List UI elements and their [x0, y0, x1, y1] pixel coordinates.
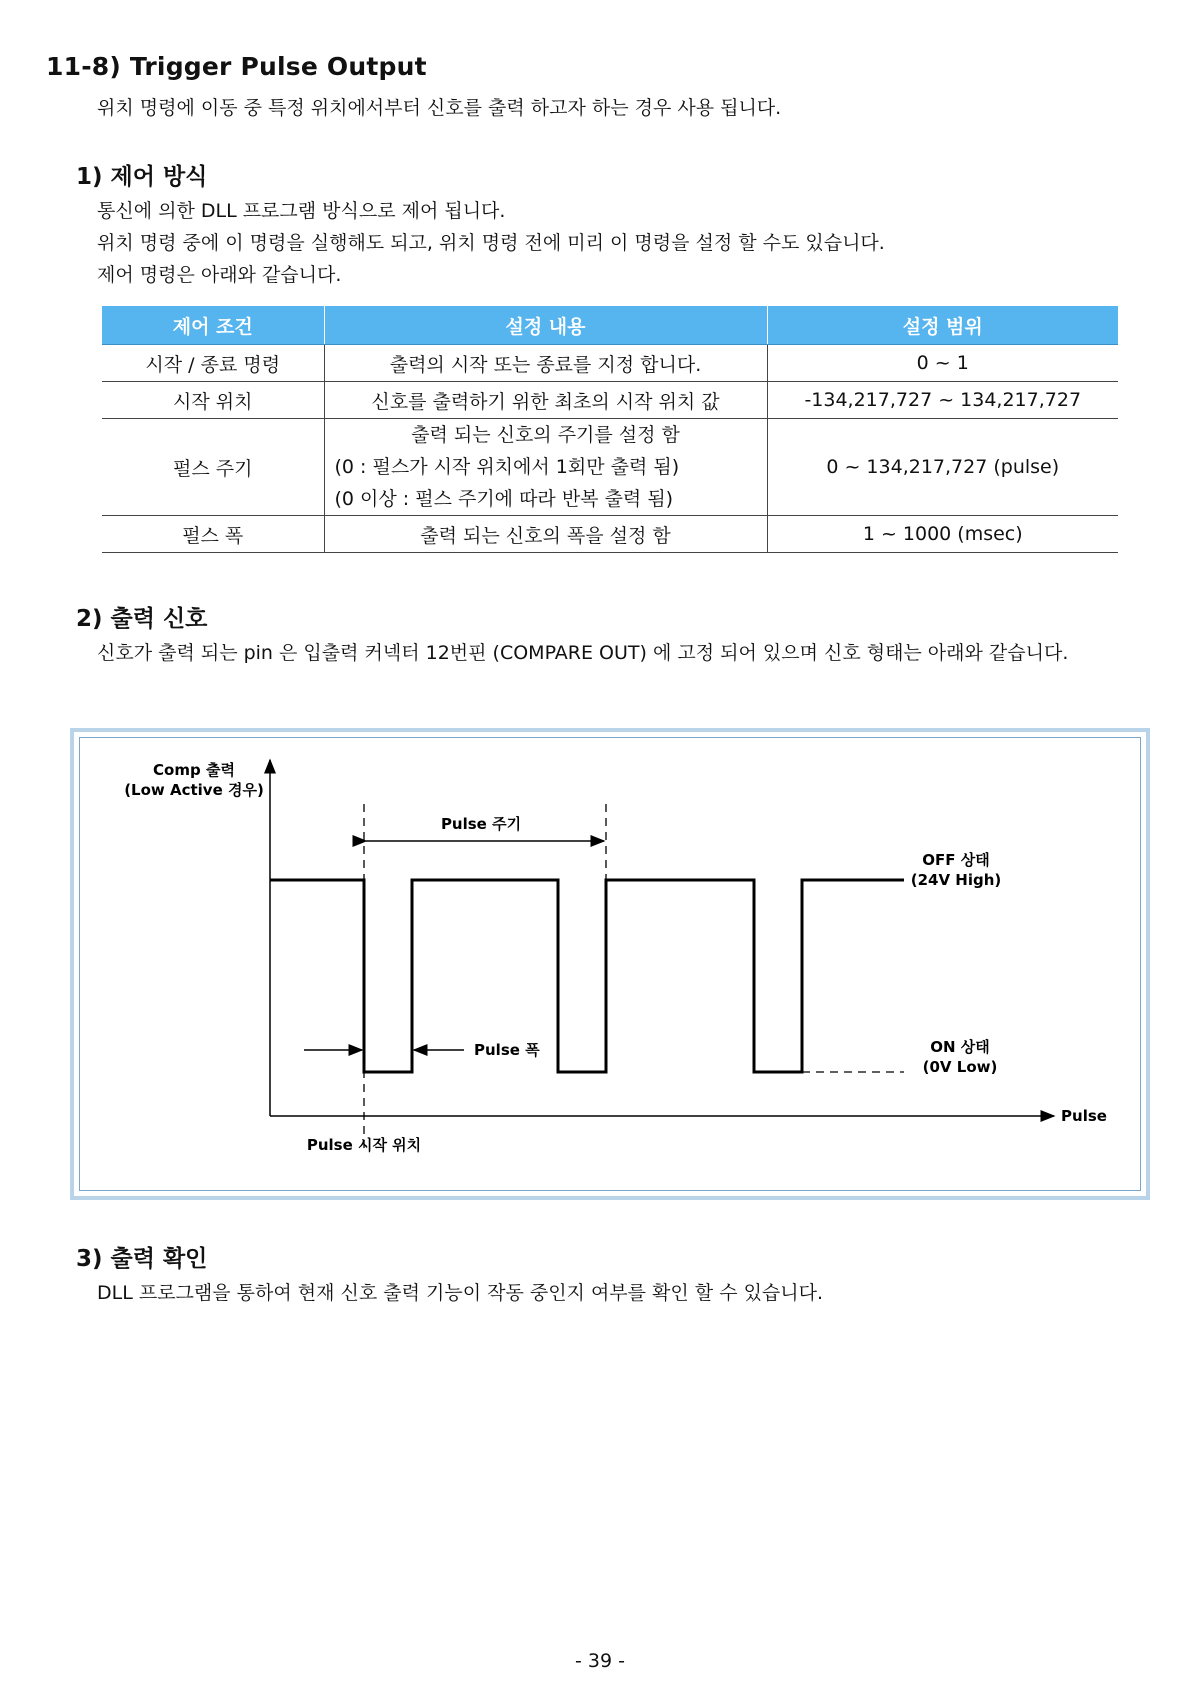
subsection-title-control: 1) 제어 방식 — [76, 164, 208, 190]
subsection-title-check: 3) 출력 확인 — [76, 1246, 208, 1272]
on-state-label-line2: (0V Low) — [922, 1058, 998, 1076]
cell-range: -134,217,727 ~ 134,217,727 — [767, 382, 1118, 419]
off-state-label-line2: (24V High) — [910, 871, 1002, 889]
on-state-label-line1: ON 상태 — [930, 1038, 990, 1056]
check-description: DLL 프로그램을 통하여 현재 신호 출력 기능이 작동 중인지 여부를 확인 할 수 있습니다. — [97, 1282, 824, 1304]
width-label: Pulse 폭 — [474, 1041, 540, 1059]
subsection-title-output: 2) 출력 신호 — [76, 606, 208, 632]
signal-diagram-svg — [74, 732, 1146, 1196]
cell-content: 출력의 시작 또는 종료를 지정 합니다. — [324, 345, 767, 382]
header-content: 설정 내용 — [324, 306, 767, 345]
header-condition: 제어 조건 — [102, 306, 324, 345]
cell-content-line: (0 이상 : 펄스 주기에 따라 반복 출력 됨) — [334, 488, 674, 510]
y-axis-label-line1: Comp 출력 — [153, 761, 235, 779]
table-header-row — [102, 306, 1118, 345]
cell-range: 1 ~ 1000 (msec) — [767, 516, 1118, 553]
cell-condition: 시작 / 종료 명령 — [102, 345, 324, 382]
pulse-waveform — [270, 880, 904, 1072]
cell-range: 0 ~ 134,217,727 (pulse) — [767, 419, 1118, 516]
cell-condition: 시작 위치 — [102, 382, 324, 419]
table-row — [102, 419, 1118, 516]
y-axis-label-line2: (Low Active 경우) — [124, 781, 264, 799]
control-line-2: 위치 명령 중에 이 명령을 실행해도 되고, 위치 명령 전에 미리 이 명령을 설정 할 수도 있습니다. — [97, 232, 885, 254]
cell-content: 출력 되는 신호의 폭을 설정 함 — [324, 516, 767, 553]
cell-content: 신호를 출력하기 위한 최초의 시작 위치 값 — [324, 382, 767, 419]
table-row — [102, 345, 1118, 382]
start-position-label: Pulse 시작 위치 — [306, 1136, 422, 1154]
cell-condition: 펄스 폭 — [102, 516, 324, 553]
section-intro: 위치 명령에 이동 중 특정 위치에서부터 신호를 출력 하고자 하는 경우 사용 됩니다. — [97, 97, 782, 119]
control-table — [102, 306, 1118, 553]
off-state-label-line1: OFF 상태 — [922, 851, 990, 869]
control-line-3: 제어 명령은 아래와 같습니다. — [97, 264, 342, 286]
section-title: 11-8) Trigger Pulse Output — [46, 52, 427, 81]
table-row — [102, 516, 1118, 553]
cell-content-line: (0 : 펄스가 시작 위치에서 1회만 출력 됨) — [334, 456, 680, 478]
header-range: 설정 범위 — [767, 306, 1118, 345]
page-number: - 39 - — [575, 1650, 625, 1672]
period-label: Pulse 주기 — [440, 815, 522, 833]
output-description: 신호가 출력 되는 pin 은 입출력 커넥터 12번핀 (COMPARE OUT) 에 고정 되어 있으며 신호 형태는 아래와 같습니다. — [97, 642, 1069, 664]
cell-range: 0 ~ 1 — [767, 345, 1118, 382]
signal-diagram — [70, 728, 1150, 1200]
cell-content-multiline — [324, 419, 767, 516]
x-axis-label: Pulse — [1061, 1107, 1107, 1125]
cell-content-line: 출력 되는 신호의 주기를 설정 함 — [411, 424, 680, 446]
control-line-1: 통신에 의한 DLL 프로그램 방식으로 제어 됩니다. — [97, 200, 506, 222]
cell-condition: 펄스 주기 — [102, 419, 324, 516]
table-row — [102, 382, 1118, 419]
